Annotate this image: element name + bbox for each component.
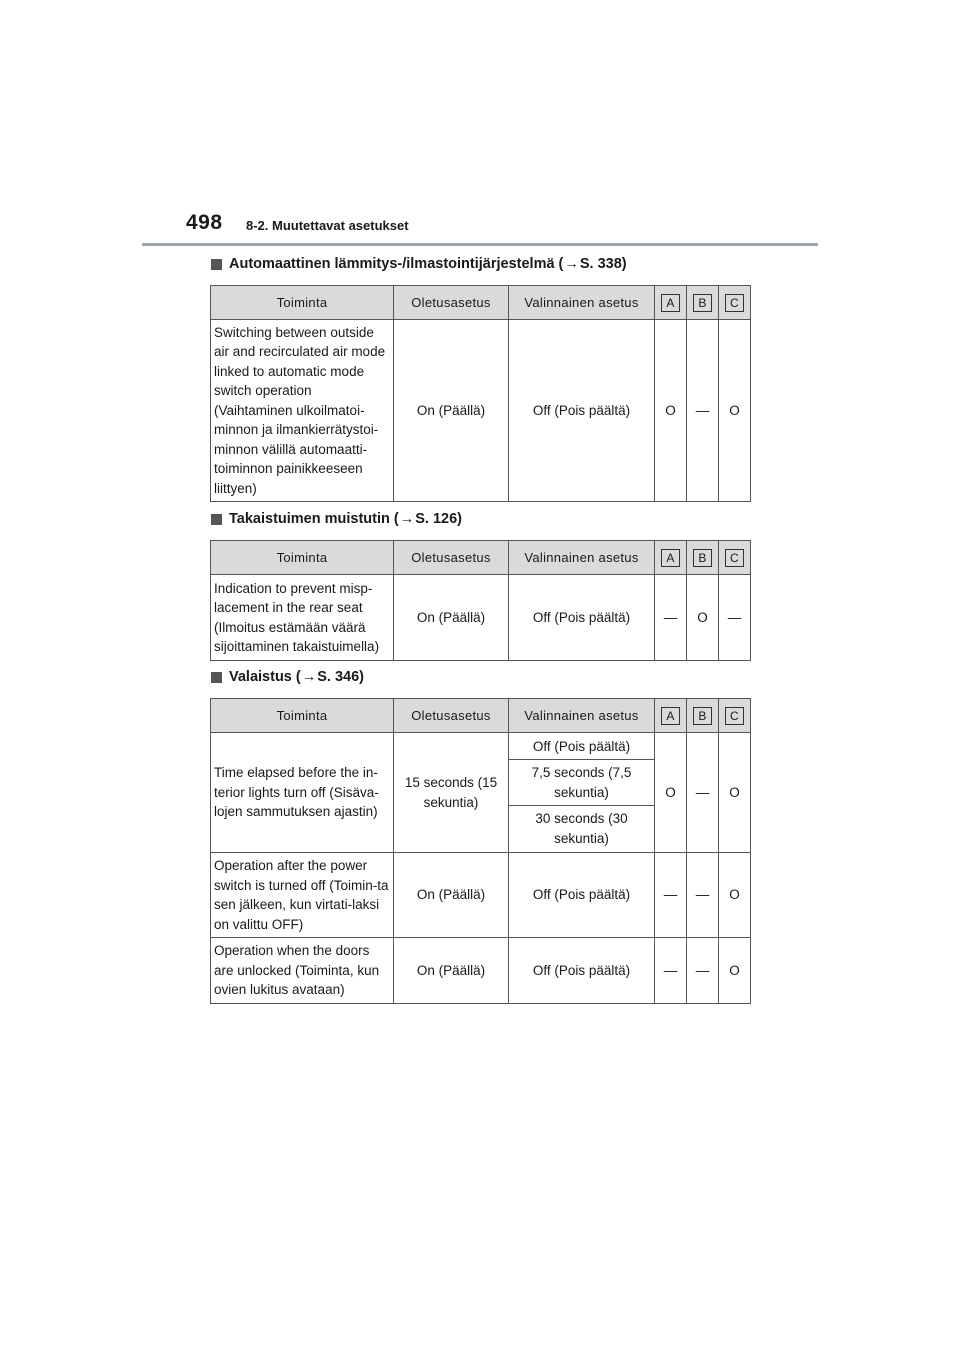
default-cell: On (Päällä)	[394, 320, 509, 502]
column-header-function: Toiminta	[211, 541, 394, 575]
arrow-right-icon: →	[399, 511, 415, 527]
page-number: 498	[186, 211, 223, 234]
section-climate	[210, 253, 751, 502]
a-cell: —	[655, 853, 687, 938]
b-cell: —	[687, 733, 719, 853]
arrow-right-icon: →	[564, 256, 579, 272]
c-cell: O	[719, 320, 751, 502]
column-header-c: C	[725, 707, 744, 725]
settings-table	[210, 698, 751, 1004]
c-cell: O	[719, 733, 751, 853]
optional-value: 30 seconds (30 sekuntia)	[509, 805, 654, 851]
section-heading: Valaistus ( → S. 346)	[210, 666, 751, 688]
square-bullet-icon	[211, 672, 222, 683]
section-heading: Automaattinen lämmitys-/ilmastointijärjestelmä ( → S. 338)	[210, 253, 751, 275]
column-header-function: Toiminta	[211, 286, 394, 320]
chapter-title: 8-2. Muutettavat asetukset	[246, 218, 409, 233]
b-cell: —	[687, 938, 719, 1004]
optional-cell: Off (Pois päältä)	[509, 575, 655, 661]
column-header-b: B	[693, 707, 712, 725]
square-bullet-icon	[211, 259, 222, 270]
default-cell: On (Päällä)	[394, 575, 509, 661]
b-cell: —	[687, 320, 719, 502]
arrow-right-icon: →	[301, 669, 317, 685]
square-bullet-icon	[211, 514, 222, 525]
section-rear-seat	[210, 508, 751, 661]
function-cell: Operation after the power switch is turned off (Toimin-ta sen jälkeen, kun virtati-laksi on valittu OFF)	[211, 853, 394, 938]
header-divider	[142, 243, 818, 246]
column-header-function: Toiminta	[211, 699, 394, 733]
default-cell: On (Päällä)	[394, 853, 509, 938]
column-header-optional: Valinnainen asetus	[509, 286, 655, 320]
c-cell: O	[719, 938, 751, 1004]
column-header-b: B	[693, 549, 712, 567]
column-header-optional: Valinnainen asetus	[509, 699, 655, 733]
c-cell: —	[719, 575, 751, 661]
table-row	[211, 575, 751, 661]
section-lighting	[210, 666, 751, 1004]
optional-cell: Off (Pois päältä)	[509, 938, 655, 1004]
section-heading: Takaistuimen muistutin ( → S. 126)	[210, 508, 751, 530]
table-row	[211, 733, 751, 853]
column-header-default: Oletusasetus	[394, 699, 509, 733]
c-cell: O	[719, 853, 751, 938]
optional-value: 7,5 seconds (7,5 sekuntia)	[509, 759, 654, 805]
column-header-default: Oletusasetus	[394, 286, 509, 320]
default-cell: 15 seconds (15 sekuntia)	[394, 733, 509, 853]
settings-table	[210, 540, 751, 661]
table-row	[211, 938, 751, 1004]
table-header-row	[211, 541, 751, 575]
column-header-a: A	[661, 549, 680, 567]
b-cell: —	[687, 853, 719, 938]
function-cell: Operation when the doors are unlocked (Toiminta, kun ovien lukitus avataan)	[211, 938, 394, 1004]
table-header-row	[211, 286, 751, 320]
column-header-c: C	[725, 549, 744, 567]
table-header-row	[211, 699, 751, 733]
b-cell: O	[687, 575, 719, 661]
optional-cell: Off (Pois päältä)	[509, 853, 655, 938]
settings-table	[210, 285, 751, 502]
function-cell: Time elapsed before the in-terior lights turn off (Sisäva-lojen sammutuksen ajastin)	[211, 733, 394, 853]
a-cell: —	[655, 575, 687, 661]
optional-value: Off (Pois päältä)	[532, 738, 631, 754]
a-cell: O	[655, 320, 687, 502]
a-cell: —	[655, 938, 687, 1004]
column-header-a: A	[661, 294, 680, 312]
column-header-default: Oletusasetus	[394, 541, 509, 575]
table-row	[211, 853, 751, 938]
optional-cell	[509, 733, 655, 853]
default-cell: On (Päällä)	[394, 938, 509, 1004]
optional-cell: Off (Pois päältä)	[509, 320, 655, 502]
a-cell: O	[655, 733, 687, 853]
column-header-a: A	[661, 707, 680, 725]
column-header-b: B	[693, 294, 712, 312]
function-cell: Switching between outside air and recirculated air mode linked to automatic mode switch operation (Vaihtaminen ulkoilmatoi-minnon ja ilmankierrätystoi-minnon välillä automaatti-toiminnon painikkeeseen liittyen)	[211, 320, 394, 502]
column-header-c: C	[725, 294, 744, 312]
column-header-optional: Valinnainen asetus	[509, 541, 655, 575]
table-row	[211, 320, 751, 502]
function-cell: Indication to prevent misp-lacement in the rear seat (Ilmoitus estämään väärä sijoittaminen takaistuimella)	[211, 575, 394, 661]
